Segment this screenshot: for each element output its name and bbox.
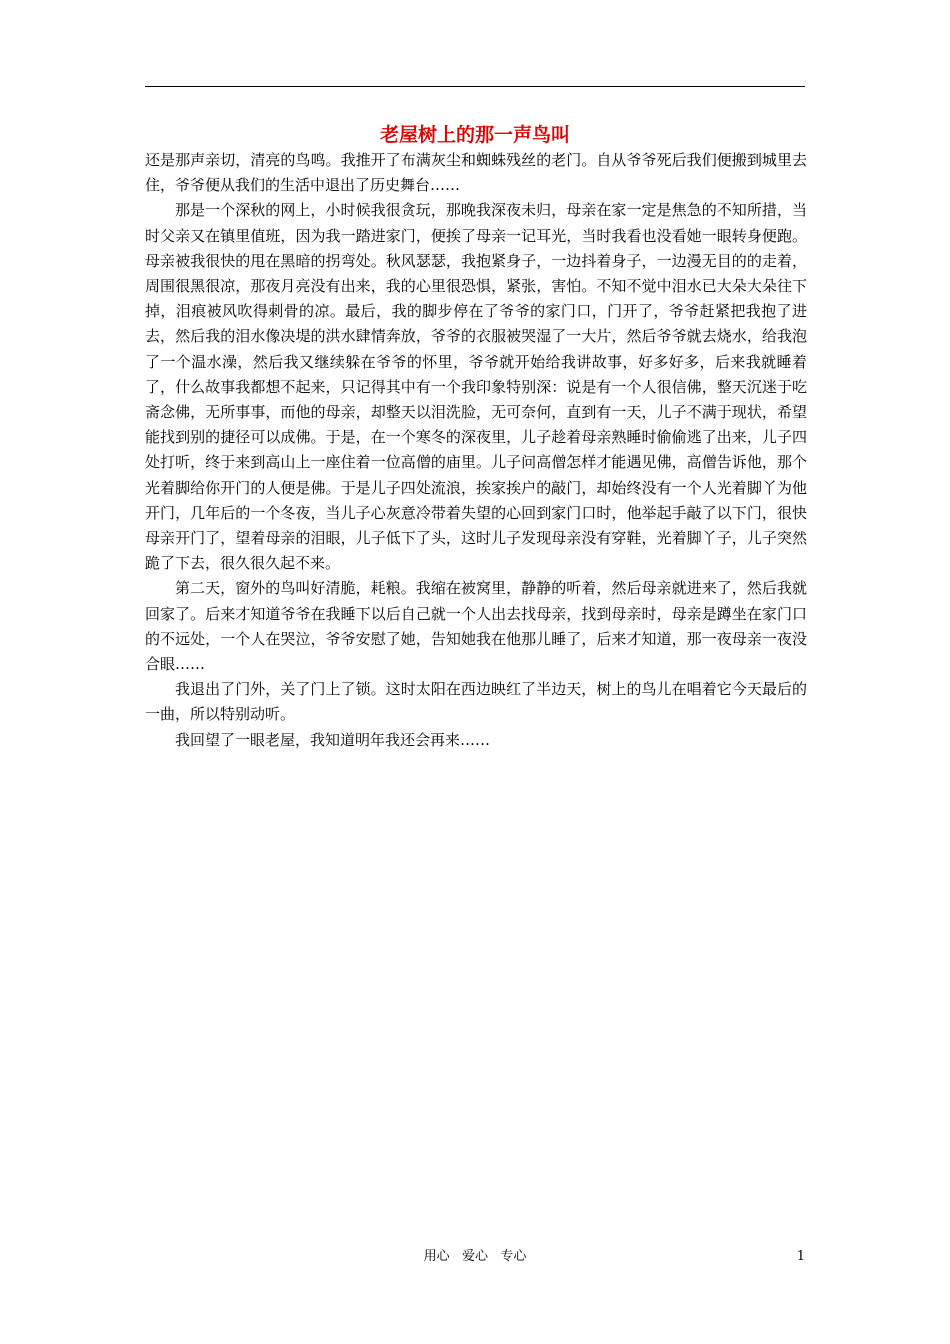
page-number: 1 — [796, 1249, 805, 1264]
paragraph-2: 那是一个深秋的网上，小时候我很贪玩，那晚我深夜未归，母亲在家一定是焦急的不知所措，当时父亲又在镇里值班，因为我一踏进家门，便挨了母亲一记耳光，当时我看也没看她一眼转身便跑。母亲被我很快的甩在黑暗的拐弯处。秋风瑟瑟，我抱紧身子，一边抖着身子，一边漫无目的的走着，周围很黑很凉，那夜月亮没有出来，我的心里很恐惧，紧张，害怕。不知不觉中泪水已大朵大朵往下掉，泪痕被风吹得刺骨的凉。最后，我的脚步停在了爷爷的家门口，门开了，爷爷赶紧把我抱了进去，然后我的泪水像决堤的洪水肆情奔放，爷爷的衣服被哭湿了一大片，然后爷爷就去烧水，给我泡了一个温水澡，然后我又继续躲在爷爷的怀里，爷爷就开始给我讲故事，好多好多，后来我就睡着了，什么故事我都想不起来，只记得其中有一个我印象特别深：说是有一个人很信佛，整天沉迷于吃斋念佛，无所事事，而他的母亲，却整天以泪洗脸，无可奈何，直到有一天，儿子不满于现状，希望能找到别的捷径可以成佛。于是，在一个寒冬的深夜里，儿子趁着母亲熟睡时偷偷逃了出来，儿子四处打听，终于来到高山上一座住着一位高僧的庙里。儿子问高僧怎样才能遇见佛，高僧告诉他，那个光着脚给你开门的人便是佛。于是儿子四处流浪，挨家挨户的敲门，却始终没有一个人光着脚丫为他开门，几年后的一个冬夜，当儿子心灰意冷带着失望的心回到家门口时，他举起手敲了以下门，很快母亲开门了，望着母亲的泪眼，儿子低下了头，这时儿子发现母亲没有穿鞋，光着脚丫子，儿子突然跪了下去，很久很久起不来。 — [145, 201, 807, 573]
paragraph-4: 我退出了门外，关了门上了锁。这时太阳在西边映红了半边天，树上的鸟儿在唱着它今天最后的一曲，所以特别动听。 — [145, 680, 807, 724]
paragraph-1: 还是那声亲切，清亮的鸟鸣。我推开了布满灰尘和蜘蛛残丝的老门。自从爷爷死后我们便搬到城里去住，爷爷便从我们的生活中退出了历史舞台…… — [145, 151, 807, 195]
footer-motto: 用心 爱心 专心 — [423, 1249, 527, 1264]
paragraph-3: 第二天，窗外的鸟叫好清脆，耗粮。我缩在被窝里，静静的听着，然后母亲就进来了，然后我就回家了。后来才知道爷爷在我睡下以后自己就一个人出去找母亲，找到母亲时，母亲是蹲坐在家门口的不远处，一个人在哭泣，爷爷安慰了她，告知她我在他那儿睡了，后来才知道，那一夜母亲一夜没合眼…… — [145, 579, 807, 674]
document-title: 老屋树上的那一声鸟叫 — [379, 124, 570, 146]
document-body — [145, 148, 807, 753]
paragraph-5: 我回望了一眼老屋，我知道明年我还会再来…… — [175, 730, 491, 749]
header-rule — [145, 86, 805, 87]
